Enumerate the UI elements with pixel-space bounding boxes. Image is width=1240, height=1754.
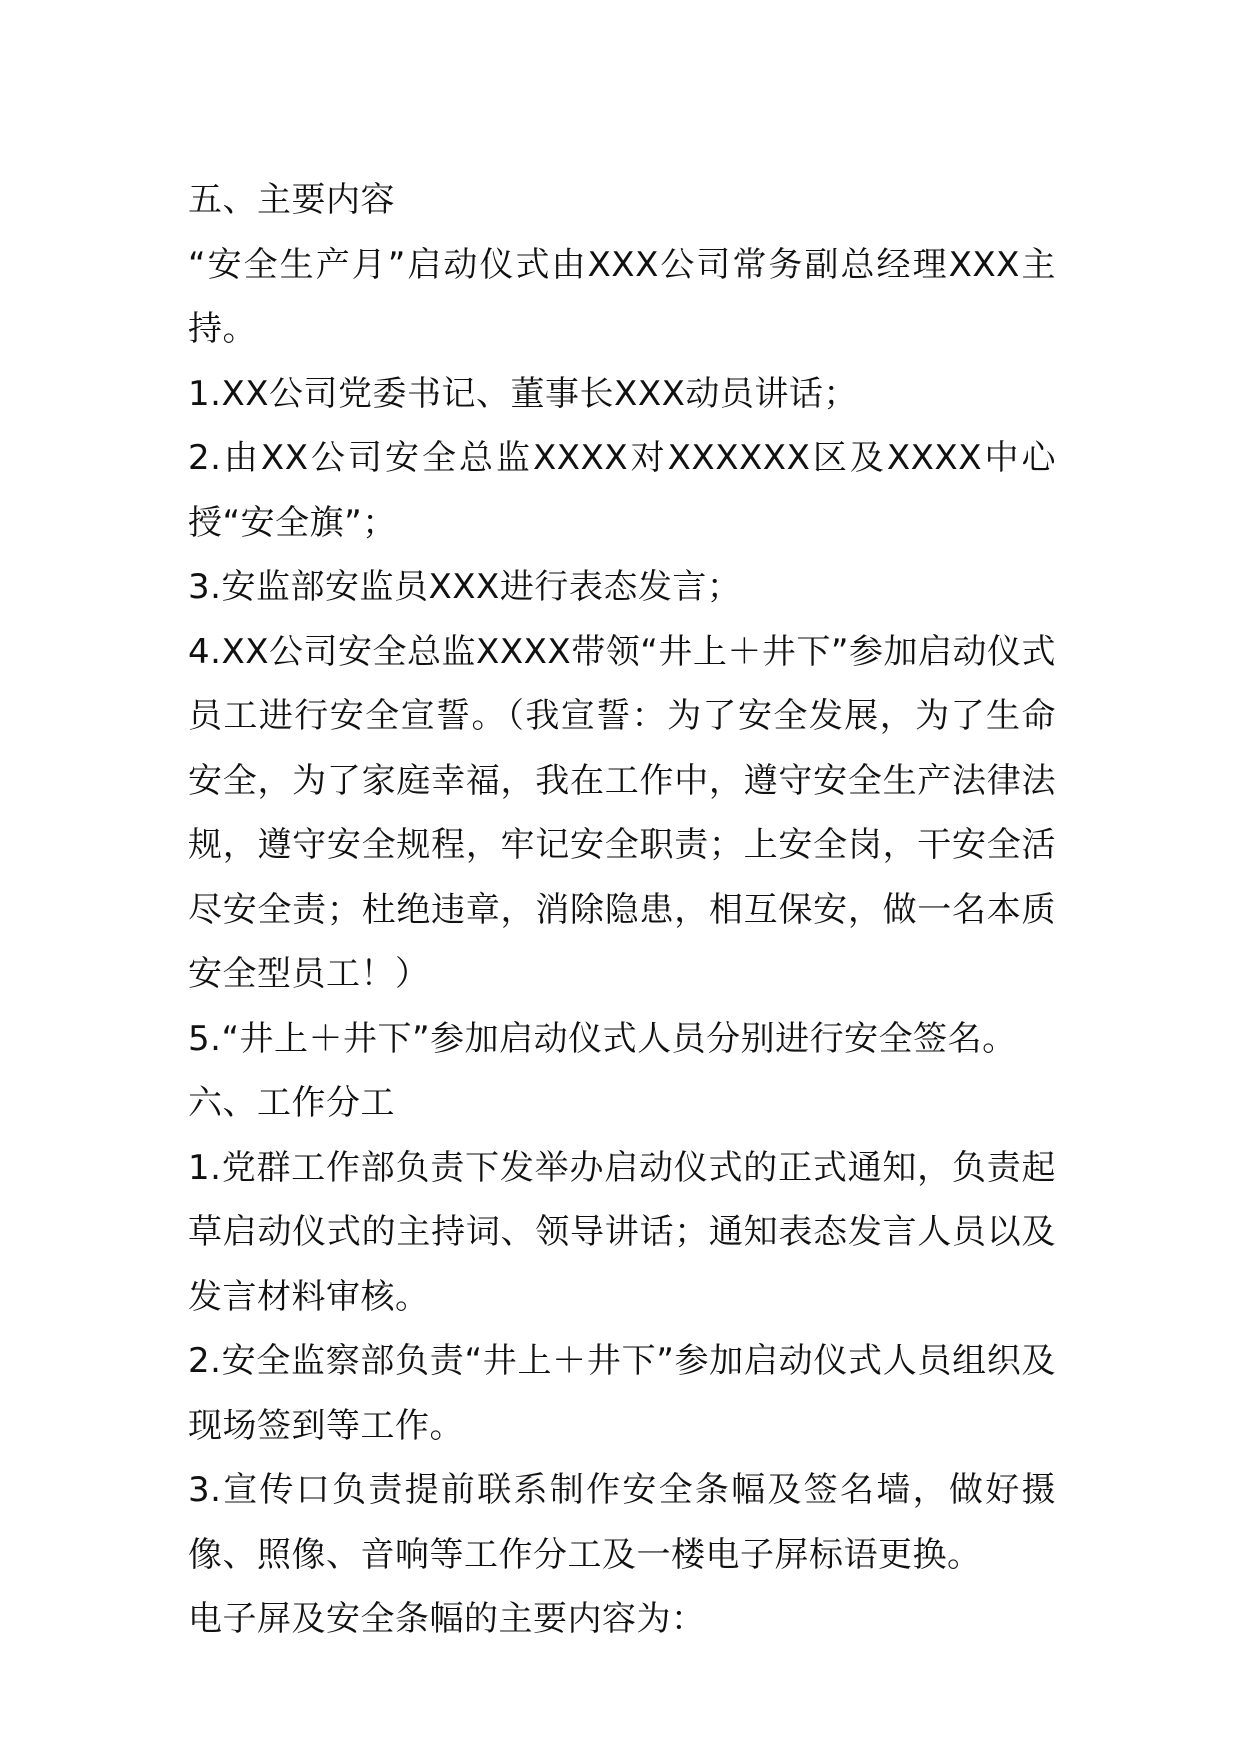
list-item-3-statement-speech: 3.安监部安监员XXX进行表态发言； [188,567,742,607]
document-body [188,168,1056,1652]
section-heading-main-content: 五、主要内容 [188,180,395,220]
work-item-2-safety-supervision: 2.安全监察部负责“井上＋井下”参加启动仪式人员组织及现场签到等工作。 [188,1341,1056,1446]
work-item-3-publicity: 3.宣传口负责提前联系制作安全条幅及签名墙，做好摄像、照像、音响等工作分工及一楼电子屏标语更换。 [188,1470,1056,1575]
list-item-4-safety-oath: 4.XX公司安全总监XXXX带领“井上＋井下”参加启动仪式员工进行安全宣誓。（我宣誓：为了安全发展，为了生命安全，为了家庭幸福，我在工作中，遵守安全生产法律法规，遵守安全规程，牢记安全职责；上安全岗，干安全活尽安全责；杜绝违章，消除隐患，相互保安，做一名本质安全型员工！） [188,631,1056,994]
list-item-1-mobilization-speech: 1.XX公司党委书记、董事长XXX动员讲话； [188,373,858,414]
paragraph-banner-content-intro: 电子屏及安全条幅的主要内容为： [188,1599,706,1639]
paragraph-host-info: “安全生产月”启动仪式由XXX公司常务副总经理XXX主持。 [188,244,1056,349]
work-item-1-party-department: 1.党群工作部负责下发举办启动仪式的正式通知，负责起草启动仪式的主持词、领导讲话；通知表态发言人员以及发言材料审核。 [188,1147,1056,1317]
list-item-2-safety-flag: 2.由XX公司安全总监XXXX对XXXXXX区及XXXX中心授“安全旗”； [188,438,1056,543]
section-heading-work-division: 六、工作分工 [188,1083,395,1123]
list-item-5-safety-signature: 5.“井上＋井下”参加启动仪式人员分别进行安全签名。 [188,1018,1017,1059]
